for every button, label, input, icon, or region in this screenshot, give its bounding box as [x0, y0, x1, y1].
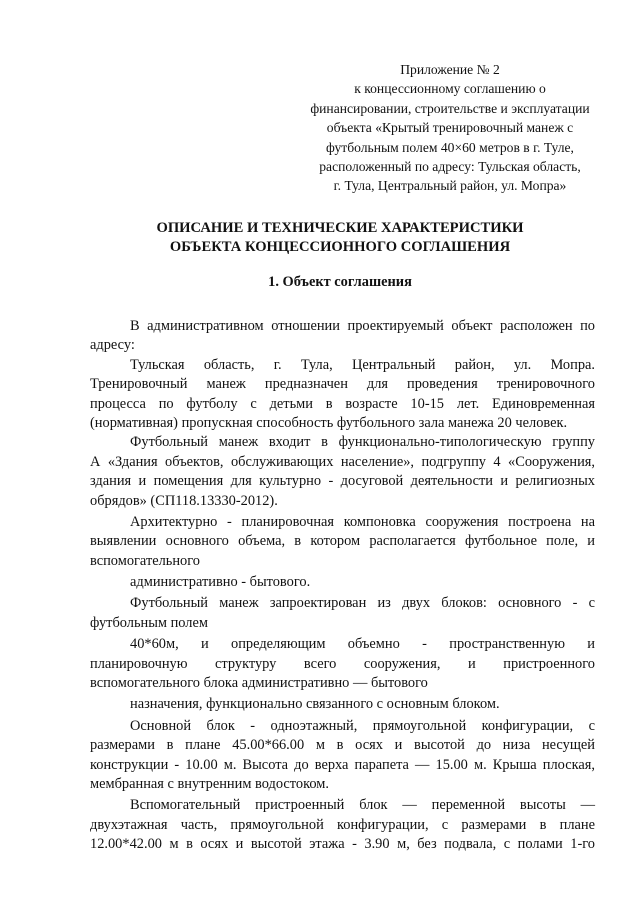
- body-line: планировочную структуру всего сооружения, и пристроенного: [90, 655, 595, 672]
- body-line: 12.00*42.00 м в осях и высотой этажа - 3.90 м, без подвала, с полами 1-го: [90, 836, 595, 853]
- appendix-line: финансировании, строительстве и эксплуатации: [310, 100, 590, 116]
- body-line: здания и помещения для культурно - досуговой деятельности и религиозных: [90, 473, 595, 490]
- appendix-line: Приложение № 2: [400, 62, 500, 77]
- body-line: 40*60м, и определяющим объемно - пространственную и: [130, 636, 595, 653]
- body-line: Тульская область, г. Тула, Центральный район, ул. Мопра.: [130, 356, 595, 373]
- body-line: (нормативная) пропускная способность футбольного зала манежа 20 человек.: [90, 414, 568, 431]
- body-line: конструкции - 10.00 м. Высота до верха парапета — 15.00 м. Крыша плоская,: [90, 756, 595, 773]
- appendix-line: объекта «Крытый тренировочный манеж с: [326, 120, 574, 136]
- appendix-line: расположенный по адресу: Тульская область,: [319, 159, 581, 175]
- appendix-line: к концессионному соглашению о: [354, 81, 546, 97]
- body-line: Вспомогательный пристроенный блок — переменной высоты —: [130, 797, 595, 814]
- body-line: футбольным полем: [90, 614, 208, 631]
- document-title-line: ОПИСАНИЕ И ТЕХНИЧЕСКИЕ ХАРАКТЕРИСТИКИ: [156, 220, 524, 236]
- body-line: Основной блок - одноэтажный, прямоугольной конфигурации, с: [130, 717, 595, 734]
- body-line: В административном отношении проектируемый объект расположен по: [130, 318, 595, 334]
- body-line: выявлении основного объема, в котором располагается футбольное поле, и: [90, 533, 595, 550]
- body-line: обрядов» (СП118.13330-2012).: [90, 492, 278, 509]
- document-title: [80, 219, 600, 257]
- appendix-header: [290, 60, 610, 196]
- appendix-line: г. Тула, Центральный район, ул. Мопра»: [333, 178, 567, 194]
- body-line: Тренировочный манеж предназначен для проведения тренировочного: [90, 376, 595, 393]
- body-line: мембранная с внутренним водостоком.: [90, 775, 329, 792]
- body-line: назначения, функционально связанного с основным блоком.: [130, 696, 500, 713]
- body-line: Футбольный манеж запроектирован из двух блоков: основного - с: [130, 595, 595, 612]
- body-line: двухэтажная часть, прямоугольной конфигурации, с размерами в плане: [90, 816, 595, 833]
- body-line: размерами в плане 45.00*66.00 м в осях и высотой до низа несущей: [90, 737, 595, 754]
- body-line: адресу:: [90, 337, 135, 354]
- document-body: [90, 317, 595, 855]
- body-line: процесса по футболу с детьми в возрасте 10-15 лет. Единовременная: [90, 395, 595, 412]
- body-line: Футбольный манеж входит в функционально-типологическую группу: [130, 434, 595, 451]
- section-heading: 1. Объект соглашения: [268, 274, 412, 290]
- appendix-line: футбольным полем 40×60 метров в г. Туле,: [326, 139, 574, 155]
- body-line: вспомогательного: [90, 552, 200, 569]
- body-line: Архитектурно - планировочная компоновка сооружения построена на: [130, 513, 595, 530]
- body-line: А «Здания объектов, обслуживающих население», подгруппу 4 «Сооружения,: [90, 453, 595, 470]
- document-title-line: ОБЪЕКТА КОНЦЕССИОННОГО СОГЛАШЕНИЯ: [169, 239, 511, 255]
- body-line: вспомогательного блока административно — бытового: [90, 675, 428, 692]
- body-line: административно - бытового.: [130, 574, 311, 591]
